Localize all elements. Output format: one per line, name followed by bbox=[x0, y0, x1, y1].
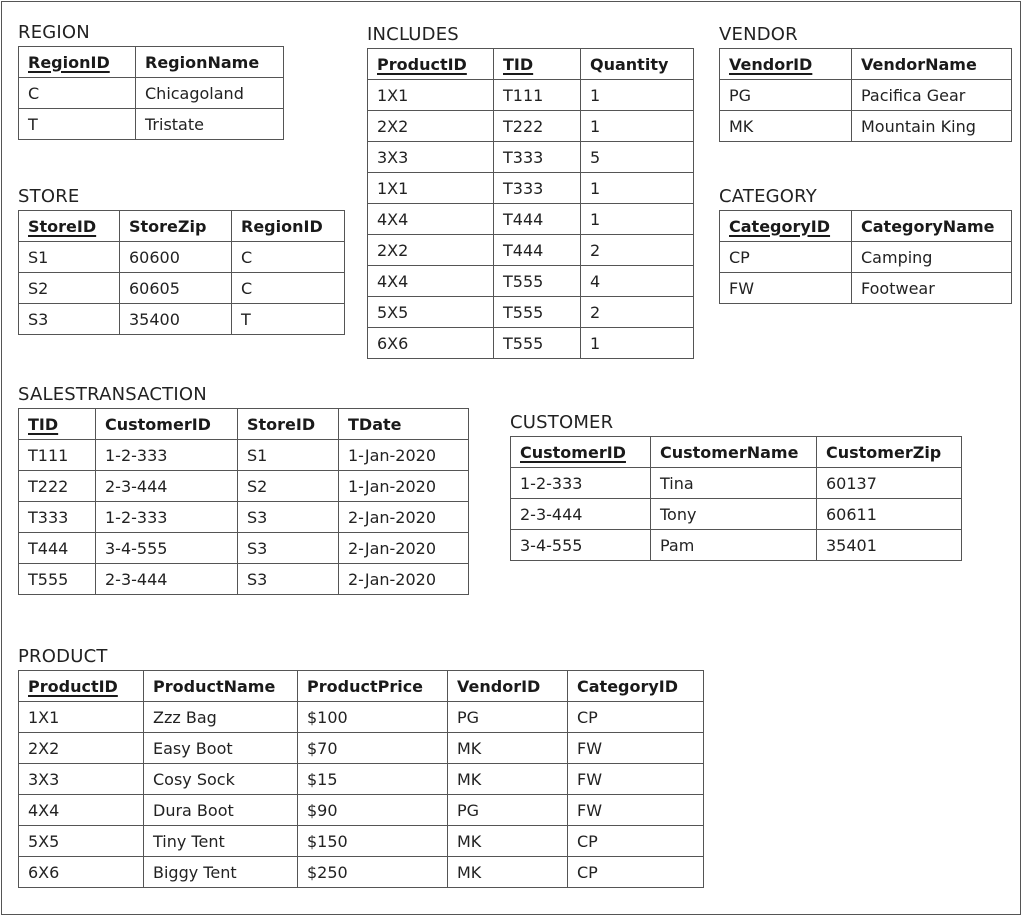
column-header bbox=[817, 437, 962, 468]
table-cell: T222 bbox=[494, 111, 581, 142]
primary-key-label: CategoryID bbox=[729, 216, 831, 236]
table-cell: 6X6 bbox=[368, 328, 494, 359]
table-cell: 2-3-444 bbox=[511, 499, 651, 530]
table-cell: 3X3 bbox=[19, 764, 144, 795]
table-cell: $250 bbox=[298, 857, 448, 888]
column-header bbox=[96, 409, 238, 440]
table-row bbox=[19, 440, 469, 471]
table-cell: Tony bbox=[651, 499, 817, 530]
table-cell: Dura Boot bbox=[144, 795, 298, 826]
table-cell: 6X6 bbox=[19, 857, 144, 888]
column-header bbox=[298, 671, 448, 702]
column-header bbox=[232, 211, 345, 242]
table-cell: 1-2-333 bbox=[511, 468, 651, 499]
column-header bbox=[720, 49, 852, 80]
table-row bbox=[720, 273, 1012, 304]
category-table bbox=[719, 210, 1012, 304]
column-header bbox=[238, 409, 339, 440]
table-row bbox=[19, 857, 704, 888]
column-label: TDate bbox=[348, 414, 402, 434]
table-block-category bbox=[719, 184, 1012, 304]
table-cell: 60605 bbox=[120, 273, 232, 304]
table-cell: T333 bbox=[19, 502, 96, 533]
table-cell: T555 bbox=[494, 328, 581, 359]
table-cell: 1-2-333 bbox=[96, 440, 238, 471]
store-table-title: STORE bbox=[18, 186, 80, 207]
table-cell: Zzz Bag bbox=[144, 702, 298, 733]
table-cell: Footwear bbox=[852, 273, 1012, 304]
table-cell: Biggy Tent bbox=[144, 857, 298, 888]
table-block-region bbox=[18, 20, 284, 140]
column-label: RegionName bbox=[145, 52, 260, 72]
table-header-row bbox=[368, 49, 694, 80]
table-cell: 1X1 bbox=[19, 702, 144, 733]
column-header bbox=[120, 211, 232, 242]
table-block-product bbox=[18, 644, 704, 888]
table-row bbox=[368, 328, 694, 359]
table-cell: 3X3 bbox=[368, 142, 494, 173]
table-cell: Cosy Sock bbox=[144, 764, 298, 795]
table-cell: S3 bbox=[238, 533, 339, 564]
table-cell: T222 bbox=[19, 471, 96, 502]
customer-table-title: CUSTOMER bbox=[510, 412, 614, 433]
table-cell: 4 bbox=[581, 266, 694, 297]
table-cell: Easy Boot bbox=[144, 733, 298, 764]
table-row bbox=[368, 111, 694, 142]
table-cell: C bbox=[232, 242, 345, 273]
table-row bbox=[19, 109, 284, 140]
table-cell: 1 bbox=[581, 111, 694, 142]
table-row bbox=[19, 764, 704, 795]
column-label: ProductName bbox=[153, 676, 276, 696]
table-row bbox=[19, 242, 345, 273]
includes-table bbox=[367, 48, 694, 359]
vendor-table-title: VENDOR bbox=[719, 24, 798, 45]
table-row bbox=[511, 499, 962, 530]
table-row bbox=[19, 502, 469, 533]
column-header bbox=[568, 671, 704, 702]
table-row bbox=[19, 78, 284, 109]
table-cell: Mountain King bbox=[852, 111, 1012, 142]
table-cell: 1-Jan-2020 bbox=[339, 471, 469, 502]
table-row bbox=[19, 533, 469, 564]
primary-key-label: TID bbox=[28, 414, 59, 434]
table-cell: T555 bbox=[494, 297, 581, 328]
table-row bbox=[19, 733, 704, 764]
table-cell: 1X1 bbox=[368, 173, 494, 204]
table-cell: $90 bbox=[298, 795, 448, 826]
vendor-table bbox=[719, 48, 1012, 142]
table-row bbox=[368, 173, 694, 204]
table-cell: 2-Jan-2020 bbox=[339, 564, 469, 595]
table-cell: $15 bbox=[298, 764, 448, 795]
column-header bbox=[136, 47, 284, 78]
table-cell: T111 bbox=[19, 440, 96, 471]
table-cell: S2 bbox=[19, 273, 120, 304]
table-cell: 4X4 bbox=[368, 204, 494, 235]
table-cell: C bbox=[19, 78, 136, 109]
table-cell: FW bbox=[568, 795, 704, 826]
table-cell: Pacifica Gear bbox=[852, 80, 1012, 111]
table-cell: MK bbox=[448, 764, 568, 795]
table-cell: 1 bbox=[581, 204, 694, 235]
column-label: CategoryName bbox=[861, 216, 995, 236]
table-cell: T333 bbox=[494, 173, 581, 204]
table-cell: MK bbox=[448, 857, 568, 888]
table-cell: MK bbox=[448, 826, 568, 857]
table-header-row bbox=[19, 211, 345, 242]
table-cell: 1 bbox=[581, 328, 694, 359]
table-cell: Tristate bbox=[136, 109, 284, 140]
primary-key-label: TID bbox=[503, 54, 534, 74]
column-header bbox=[19, 47, 136, 78]
primary-key-label: CustomerID bbox=[520, 442, 626, 462]
table-cell: 3-4-555 bbox=[96, 533, 238, 564]
table-cell: 35400 bbox=[120, 304, 232, 335]
table-cell: 2X2 bbox=[19, 733, 144, 764]
table-cell: T111 bbox=[494, 80, 581, 111]
includes-table-title: INCLUDES bbox=[367, 24, 459, 45]
column-label: StoreID bbox=[247, 414, 316, 434]
table-row bbox=[19, 273, 345, 304]
column-header bbox=[19, 211, 120, 242]
column-header bbox=[144, 671, 298, 702]
table-row bbox=[19, 795, 704, 826]
table-row bbox=[19, 564, 469, 595]
table-cell: T444 bbox=[494, 235, 581, 266]
table-block-includes bbox=[367, 22, 694, 359]
table-cell: T bbox=[19, 109, 136, 140]
column-label: RegionID bbox=[241, 216, 323, 236]
table-cell: T bbox=[232, 304, 345, 335]
table-cell: 2X2 bbox=[368, 235, 494, 266]
column-header bbox=[19, 671, 144, 702]
category-table-title: CATEGORY bbox=[719, 186, 817, 207]
table-cell: FW bbox=[568, 764, 704, 795]
table-cell: 5 bbox=[581, 142, 694, 173]
column-header bbox=[448, 671, 568, 702]
column-header bbox=[852, 49, 1012, 80]
table-cell: S3 bbox=[238, 502, 339, 533]
table-cell: 60611 bbox=[817, 499, 962, 530]
table-header-row bbox=[720, 211, 1012, 242]
table-row bbox=[368, 142, 694, 173]
table-cell: 2-3-444 bbox=[96, 471, 238, 502]
table-cell: PG bbox=[720, 80, 852, 111]
table-row bbox=[19, 826, 704, 857]
table-row bbox=[511, 468, 962, 499]
column-header bbox=[581, 49, 694, 80]
customer-table bbox=[510, 436, 962, 561]
table-cell: 60137 bbox=[817, 468, 962, 499]
table-cell: 4X4 bbox=[19, 795, 144, 826]
table-cell: S3 bbox=[238, 564, 339, 595]
store-table bbox=[18, 210, 345, 335]
table-cell: T555 bbox=[494, 266, 581, 297]
table-cell: PG bbox=[448, 702, 568, 733]
table-header-row bbox=[19, 47, 284, 78]
primary-key-label: VendorID bbox=[729, 54, 813, 74]
table-cell: 2-Jan-2020 bbox=[339, 533, 469, 564]
column-header bbox=[19, 409, 96, 440]
table-cell: FW bbox=[568, 733, 704, 764]
column-label: StoreZip bbox=[129, 216, 207, 236]
table-cell: Chicagoland bbox=[136, 78, 284, 109]
table-cell: 1 bbox=[581, 173, 694, 204]
table-cell: FW bbox=[720, 273, 852, 304]
table-cell: S3 bbox=[19, 304, 120, 335]
table-header-row bbox=[19, 409, 469, 440]
column-header bbox=[852, 211, 1012, 242]
table-cell: S2 bbox=[238, 471, 339, 502]
table-cell: 4X4 bbox=[368, 266, 494, 297]
table-cell: 35401 bbox=[817, 530, 962, 561]
region-table bbox=[18, 46, 284, 140]
table-cell: 2 bbox=[581, 297, 694, 328]
table-block-customer bbox=[510, 410, 962, 561]
table-cell: CP bbox=[568, 702, 704, 733]
primary-key-label: StoreID bbox=[28, 216, 97, 236]
table-cell: T333 bbox=[494, 142, 581, 173]
table-cell: Tina bbox=[651, 468, 817, 499]
table-cell: T444 bbox=[19, 533, 96, 564]
table-cell: MK bbox=[720, 111, 852, 142]
table-block-vendor bbox=[719, 22, 1012, 142]
table-cell: S1 bbox=[19, 242, 120, 273]
column-label: ProductPrice bbox=[307, 676, 424, 696]
table-cell: Pam bbox=[651, 530, 817, 561]
table-cell: 5X5 bbox=[368, 297, 494, 328]
table-cell: 2X2 bbox=[368, 111, 494, 142]
region-table-title: REGION bbox=[18, 22, 90, 43]
table-cell: 3-4-555 bbox=[511, 530, 651, 561]
table-block-store bbox=[18, 184, 345, 335]
table-row bbox=[720, 80, 1012, 111]
table-cell: T444 bbox=[494, 204, 581, 235]
column-header bbox=[511, 437, 651, 468]
column-label: CustomerID bbox=[105, 414, 211, 434]
column-header bbox=[720, 211, 852, 242]
table-cell: $150 bbox=[298, 826, 448, 857]
salestransaction-table bbox=[18, 408, 469, 595]
table-cell: C bbox=[232, 273, 345, 304]
table-cell: S1 bbox=[238, 440, 339, 471]
table-row bbox=[368, 235, 694, 266]
table-cell: $70 bbox=[298, 733, 448, 764]
table-cell: 60600 bbox=[120, 242, 232, 273]
product-table bbox=[18, 670, 704, 888]
column-label: VendorID bbox=[457, 676, 541, 696]
column-header bbox=[494, 49, 581, 80]
table-cell: $100 bbox=[298, 702, 448, 733]
table-cell: T555 bbox=[19, 564, 96, 595]
table-header-row bbox=[19, 671, 704, 702]
table-row bbox=[368, 80, 694, 111]
column-label: CategoryID bbox=[577, 676, 679, 696]
table-cell: 1-Jan-2020 bbox=[339, 440, 469, 471]
table-cell: Tiny Tent bbox=[144, 826, 298, 857]
table-row bbox=[368, 204, 694, 235]
table-cell: 1 bbox=[581, 80, 694, 111]
column-header bbox=[651, 437, 817, 468]
table-cell: MK bbox=[448, 733, 568, 764]
table-row bbox=[720, 242, 1012, 273]
table-cell: CP bbox=[568, 857, 704, 888]
table-block-salestransaction bbox=[18, 382, 469, 595]
table-cell: 1-2-333 bbox=[96, 502, 238, 533]
page-frame bbox=[1, 1, 1021, 915]
table-cell: CP bbox=[568, 826, 704, 857]
table-cell: 2-3-444 bbox=[96, 564, 238, 595]
table-cell: Camping bbox=[852, 242, 1012, 273]
table-header-row bbox=[511, 437, 962, 468]
column-label: Quantity bbox=[590, 54, 669, 74]
table-row bbox=[19, 471, 469, 502]
primary-key-label: ProductID bbox=[377, 54, 467, 74]
column-label: VendorName bbox=[861, 54, 977, 74]
column-label: CustomerName bbox=[660, 442, 799, 462]
primary-key-label: ProductID bbox=[28, 676, 118, 696]
table-header-row bbox=[720, 49, 1012, 80]
table-row bbox=[368, 266, 694, 297]
primary-key-label: RegionID bbox=[28, 52, 110, 72]
table-cell: CP bbox=[720, 242, 852, 273]
table-cell: 5X5 bbox=[19, 826, 144, 857]
table-row bbox=[19, 304, 345, 335]
table-row bbox=[19, 702, 704, 733]
table-row bbox=[368, 297, 694, 328]
column-label: CustomerZip bbox=[826, 442, 942, 462]
salestransaction-table-title: SALESTRANSACTION bbox=[18, 384, 207, 405]
product-table-title: PRODUCT bbox=[18, 646, 108, 667]
column-header bbox=[339, 409, 469, 440]
table-cell: 2-Jan-2020 bbox=[339, 502, 469, 533]
table-row bbox=[720, 111, 1012, 142]
column-header bbox=[368, 49, 494, 80]
table-cell: 2 bbox=[581, 235, 694, 266]
table-cell: 1X1 bbox=[368, 80, 494, 111]
table-cell: PG bbox=[448, 795, 568, 826]
table-row bbox=[511, 530, 962, 561]
